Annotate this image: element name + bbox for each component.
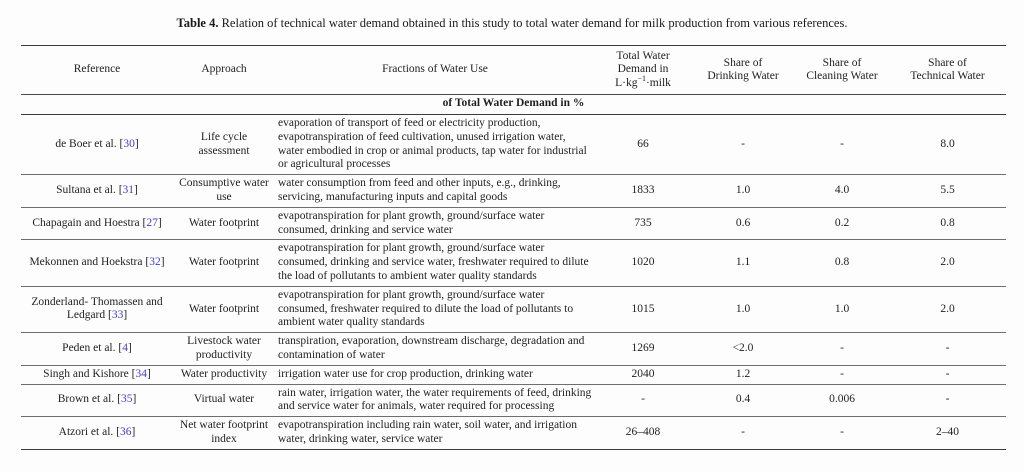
citation-link[interactable]: 27 — [146, 216, 158, 229]
total-water-demand-cell: 1020 — [595, 240, 691, 286]
drinking-water-share-cell: - — [691, 417, 795, 450]
total-water-demand-cell: - — [595, 384, 691, 417]
header-fractions: Fractions of Water Use — [275, 46, 595, 95]
reference-cell: Peden et al. [4] — [21, 333, 173, 366]
technical-water-share-cell: - — [889, 384, 1006, 417]
table-header-row — [21, 46, 1006, 95]
reference-cell: Chapagain and Hoestra [27] — [21, 207, 173, 240]
table-row — [21, 207, 1006, 240]
table-row — [21, 365, 1006, 384]
technical-water-share-cell: 8.0 — [889, 115, 1006, 175]
approach-cell: Water footprint — [173, 240, 275, 286]
reference-cell: Brown et al. [35] — [21, 384, 173, 417]
reference-cell: de Boer et al. [30] — [21, 115, 173, 175]
drinking-water-share-cell: 0.4 — [691, 384, 795, 417]
cleaning-water-share-cell: 0.006 — [795, 384, 889, 417]
reference-cell: Atzori et al. [36] — [21, 417, 173, 450]
approach-cell: Virtual water — [173, 384, 275, 417]
header-reference: Reference — [21, 46, 173, 95]
total-water-demand-cell: 2040 — [595, 365, 691, 384]
drinking-water-share-cell: 1.1 — [691, 240, 795, 286]
table-caption-label: Table 4. — [176, 16, 219, 30]
citation-link[interactable]: 36 — [119, 426, 132, 439]
table-row — [21, 417, 1006, 450]
technical-water-share-cell: - — [889, 365, 1006, 384]
header-drinking-water-share: Share of Drinking Water — [691, 46, 795, 95]
subheader-of-total-water-demand: of Total Water Demand in % — [21, 95, 1006, 115]
fractions-cell: water consumption from feed and other inputs, e.g., drinking, servicing, manufacturing inputs and capital goods — [275, 175, 595, 208]
citation-link[interactable]: 34 — [135, 367, 147, 380]
total-water-demand-cell: 1015 — [595, 286, 691, 332]
cleaning-water-share-cell: 1.0 — [795, 286, 889, 332]
fractions-cell: evapotranspiration for plant growth, ground/surface water consumed, drinking and service water, freshwater required to dilute the load of pollutants to ambient water quality standards — [275, 240, 595, 286]
drinking-water-share-cell: - — [691, 115, 795, 175]
technical-water-share-cell: 2.0 — [889, 240, 1006, 286]
cleaning-water-share-cell: - — [795, 115, 889, 175]
total-water-demand-cell: 26–408 — [595, 417, 691, 450]
table-row — [21, 115, 1006, 175]
technical-water-share-cell: 2.0 — [889, 286, 1006, 332]
cleaning-water-share-cell: 0.8 — [795, 240, 889, 286]
reference-cell: Mekonnen and Hoekstra [32] — [21, 240, 173, 286]
approach-cell: Life cycle assessment — [173, 115, 275, 175]
drinking-water-share-cell: 1.2 — [691, 365, 795, 384]
approach-cell: Consumptive water use — [173, 175, 275, 208]
reference-cell: Zonderland- Thomassen and Ledgard [33] — [21, 286, 173, 332]
header-total-line2: Demand in — [617, 63, 669, 76]
table-row — [21, 175, 1006, 208]
cleaning-water-share-cell: - — [795, 333, 889, 366]
header-total-line1: Total Water — [616, 49, 670, 62]
citation-link[interactable]: 33 — [111, 309, 124, 322]
table-row — [21, 240, 1006, 286]
header-approach: Approach — [173, 46, 275, 95]
cleaning-water-share-cell: - — [795, 365, 889, 384]
table-row — [21, 286, 1006, 332]
fractions-cell: evapotranspiration including rain water, soil water, and irrigation water, drinking water, service water — [275, 417, 595, 450]
drinking-water-share-cell: <2.0 — [691, 333, 795, 366]
technical-water-share-cell: 0.8 — [889, 207, 1006, 240]
drinking-water-share-cell: 0.6 — [691, 207, 795, 240]
total-water-demand-cell: 735 — [595, 207, 691, 240]
technical-water-share-cell: 5.5 — [889, 175, 1006, 208]
total-water-demand-cell: 66 — [595, 115, 691, 175]
reference-cell: Singh and Kishore [34] — [21, 365, 173, 384]
header-cleaning-water-share: Share of Cleaning Water — [795, 46, 889, 95]
superscript-exponent: −1 — [637, 73, 646, 83]
approach-cell: Water footprint — [173, 286, 275, 332]
citation-link[interactable]: 32 — [149, 256, 161, 269]
table-row — [21, 384, 1006, 417]
header-total-water-demand — [595, 46, 691, 95]
cleaning-water-share-cell: - — [795, 417, 889, 450]
drinking-water-share-cell: 1.0 — [691, 175, 795, 208]
approach-cell: Livestock water productivity — [173, 333, 275, 366]
fractions-cell: rain water, irrigation water, the water requirements of feed, drinking and service water for animals, water required for processing — [275, 384, 595, 417]
fractions-cell: irrigation water use for crop production, drinking water — [275, 365, 595, 384]
total-water-demand-cell: 1269 — [595, 333, 691, 366]
approach-cell: Water footprint — [173, 207, 275, 240]
approach-cell: Water productivity — [173, 365, 275, 384]
cleaning-water-share-cell: 4.0 — [795, 175, 889, 208]
approach-cell: Net water footprint index — [173, 417, 275, 450]
fractions-cell: evapotranspiration for plant growth, ground/surface water consumed, freshwater required to dilute the load of pollutants to ambient water quality standards — [275, 286, 595, 332]
drinking-water-share-cell: 1.0 — [691, 286, 795, 332]
cleaning-water-share-cell: 0.2 — [795, 207, 889, 240]
citation-link[interactable]: 4 — [122, 342, 128, 355]
water-demand-table — [21, 45, 1006, 450]
table-caption-text: Relation of technical water demand obtained in this study to total water demand for milk production from various references. — [218, 16, 848, 30]
technical-water-share-cell: - — [889, 333, 1006, 366]
citation-link[interactable]: 30 — [123, 137, 135, 150]
fractions-cell: evapotranspiration for plant growth, ground/surface water consumed, drinking and service water — [275, 207, 595, 240]
reference-cell: Sultana et al. [31] — [21, 175, 173, 208]
fractions-cell: transpiration, evaporation, downstream discharge, degradation and contamination of water — [275, 333, 595, 366]
table-row — [21, 333, 1006, 366]
total-water-demand-cell: 1833 — [595, 175, 691, 208]
header-total-line3: $L\cdot kg^{-1}\cdot milk$ — [615, 73, 671, 89]
technical-water-share-cell: 2–40 — [889, 417, 1006, 450]
fractions-cell: evaporation of transport of feed or electricity production, evapotranspiration of feed cultivation, unused irrigation water, water embodied in crop or animal products, tap water for industrial or agricultural processes — [275, 115, 595, 175]
citation-link[interactable]: 35 — [120, 393, 133, 406]
table-caption — [0, 0, 1024, 31]
table-subheader-row — [21, 95, 1006, 115]
citation-link[interactable]: 31 — [122, 184, 135, 197]
header-technical-water-share: Share of Technical Water — [889, 46, 1006, 95]
